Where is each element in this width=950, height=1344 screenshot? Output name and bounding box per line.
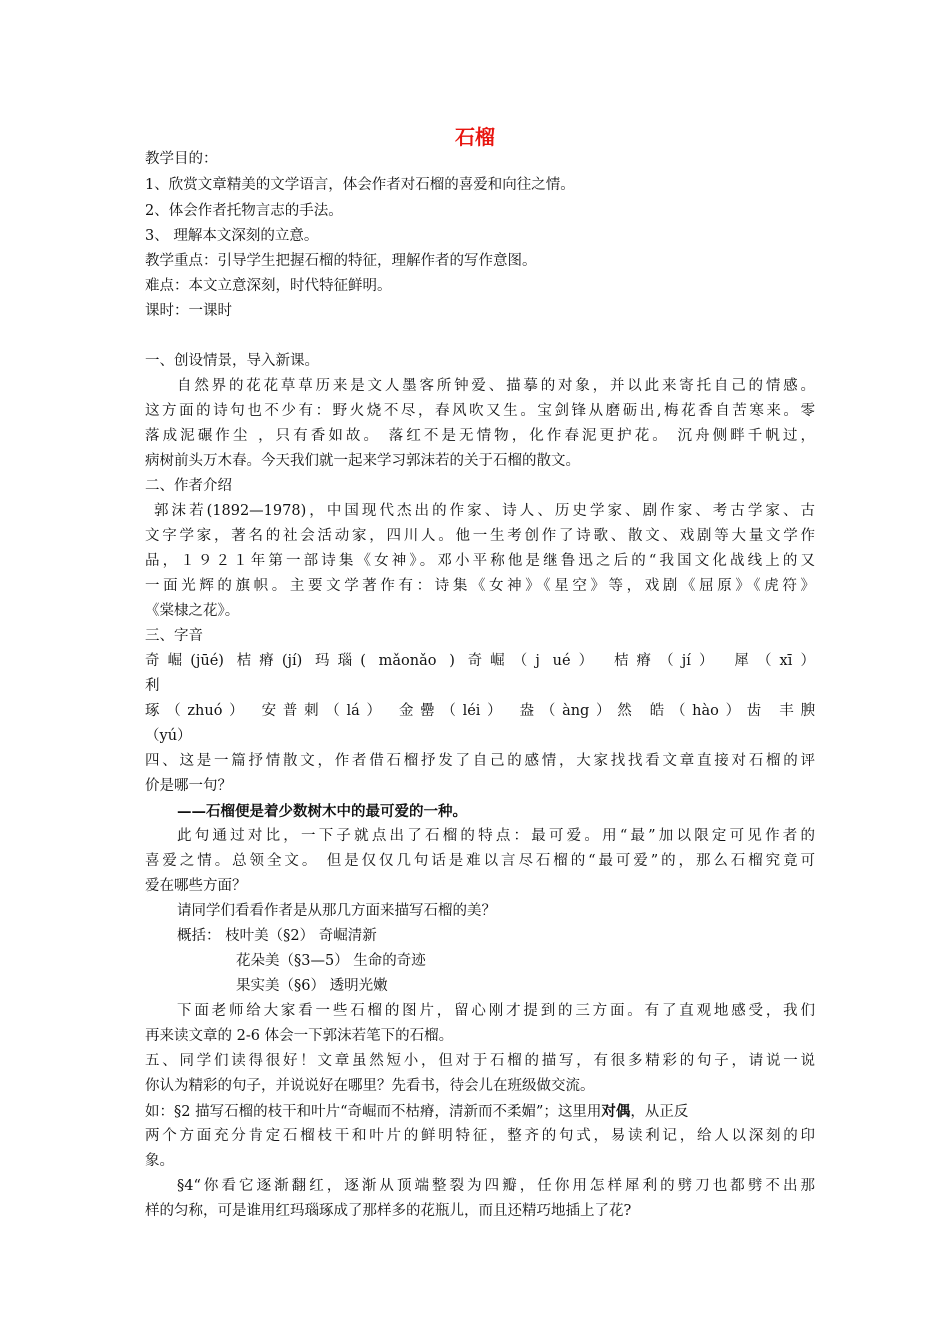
text-line: 自然界的花花草草历来是文人墨客所钟爱、描摹的对象，并以此来寄托自己的情感。 <box>177 378 815 394</box>
text-line: 《棠棣之花》。 <box>145 603 240 619</box>
text-line: 价是哪一句？ <box>145 778 232 794</box>
summary-line: 花朵美（§3—5） 生命的奇迹 <box>236 953 426 969</box>
text-line: 郭沫若(1892—1978)，中国现代杰出的作家、诗人、历史学家、剧作家、考古学家、古 <box>154 503 815 519</box>
text-line: 教学目的： <box>145 151 218 167</box>
text-line: 请同学们看看作者是从那几方面来描写石榴的美？ <box>177 903 496 919</box>
text-line: 样的匀称，可是谁用红玛瑙琢成了那样多的花瓶儿，而且还精巧地插上了花? <box>145 1203 632 1219</box>
text-line: 1、欣赏文章精美的文学语言，体会作者对石榴的喜爱和向往之情。 <box>145 177 575 193</box>
text-line <box>145 1099 815 1125</box>
text-line: 一面光辉的旗帜。主要文学著作有：诗集《女神》《星空》等，戏剧《屈原》《虎符》 <box>145 578 815 594</box>
text-line: 下面老师给大家看一些石榴的图片，留心刚才提到的三方面。有了直观地感受，我们 <box>177 1003 815 1019</box>
text-line: 品，１９２１年第一部诗集《女神》。邓小平称他是继鲁迅之后的“我国文化战线上的又 <box>145 553 815 569</box>
key-quote: ——石榴便是着少数树木中的最可爱的一种。 <box>177 803 467 820</box>
text-line: 再来读文章的 2-6 体会一下郭沫若笔下的石榴。 <box>145 1028 454 1044</box>
text-line: 难点：本文立意深刻，时代特征鲜明。 <box>145 278 392 294</box>
text-line: 琢（zhuó） 安普刺（lá） 金罍（léi） 盎（àng）然 皓（hào）齿 丰腴 <box>145 703 815 719</box>
text-line: 喜爱之情。总领全文。 但是仅仅几句话是难以言尽石榴的“最可爱”的，那么石榴究竟可 <box>145 853 815 869</box>
text-line: 象。 <box>145 1153 174 1169</box>
section-heading: 三、字音 <box>145 628 203 644</box>
text-line: §4“你看它逐渐翻红，逐渐从顶端整裂为四瓣，任你用怎样犀利的劈刀也都劈不出那 <box>177 1178 815 1194</box>
section-heading: 四、这是一篇抒情散文，作者借石榴抒发了自己的感情，大家找找看文章直接对石榴的评 <box>145 753 815 769</box>
emphasis-term: 对偶 <box>601 1103 631 1120</box>
text-line: 课时：一课时 <box>145 303 232 319</box>
section-heading: 五、同学们读得很好！文章虽然短小，但对于石榴的描写，有很多精彩的句子，请说一说 <box>145 1053 815 1069</box>
text-line: 爱在哪些方面？ <box>145 878 247 894</box>
section-heading: 一、创设情景，导入新课。 <box>145 353 319 369</box>
summary-line: 果实美（§6） 透明光嫩 <box>236 978 388 994</box>
text-line: 文字学家，著名的社会活动家，四川人。他一生考创作了诗歌、散文、戏剧等大量文学作 <box>145 528 815 544</box>
text-line: 这方面的诗句也不少有：野火烧不尽，春风吹又生。宝剑锋从磨砺出,梅花香自苦寒来。零 <box>145 403 815 419</box>
text-line: 教学重点：引导学生把握石榴的特征，理解作者的写作意图。 <box>145 253 537 269</box>
summary-line: 概括： 枝叶美（§2） 奇崛清新 <box>177 928 377 944</box>
page-title: 石榴 <box>455 125 495 149</box>
text-line: （yú） <box>145 728 192 744</box>
text-line: 3、 理解本文深刻的立意。 <box>145 228 319 244</box>
text-segment: ，从正反 <box>630 1104 689 1120</box>
text-line: 落成泥碾作尘 ，只有香如故。 落红不是无情物，化作春泥更护花。 沉舟侧畔千帆过， <box>145 428 815 444</box>
text-segment: 如：§2 描写石榴的枝干和叶片“奇崛而不枯瘠，清新而不柔媚”；这里用 <box>145 1104 602 1120</box>
text-line: 你认为精彩的句子，并说说好在哪里？先看书，待会儿在班级做交流。 <box>145 1078 595 1094</box>
text-line: 病树前头万木春。今天我们就一起来学习郭沫若的关于石榴的散文。 <box>145 453 580 469</box>
text-line: 两个方面充分肯定石榴枝干和叶片的鲜明特征，整齐的句式，易读利记，给人以深刻的印 <box>145 1128 815 1144</box>
text-line: 利 <box>145 678 160 694</box>
text-line: 奇崛(jūé) 桔瘠(jí) 玛瑙( mǎonǎo ) 奇崛（j ué） 桔瘠（jí） 犀（xī） <box>145 653 815 669</box>
text-line: 此句通过对比，一下子就点出了石榴的特点：最可爱。用“最”加以限定可见作者的 <box>177 828 815 844</box>
section-heading: 二、作者介绍 <box>145 478 232 494</box>
text-line: 2、体会作者托物言志的手法。 <box>145 203 343 219</box>
